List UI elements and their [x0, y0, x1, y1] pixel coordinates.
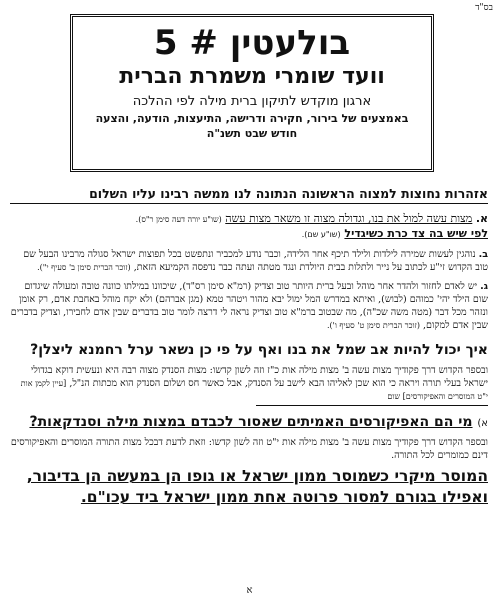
question-1: איך יכול להיות אב שמל את בנו ואף על פי כן נשאר ערל רחמנא ליצלן?: [30, 342, 488, 358]
paragraph-a-text: מצות עשה למול את בנו, וגדולה מצוה זו משאר מצות עשה: [225, 212, 473, 225]
paragraph-a-line2-text: לפי שיש בה צד כרת כשיגדיל: [344, 227, 488, 240]
main-content: [10, 185, 488, 508]
paragraph-d-source: [עיין לקמן אות י"ט המוסרים והאפיקורסים] שום: [20, 379, 488, 401]
paragraph-c-marker: ג.: [480, 281, 488, 292]
paragraph-b-source: (זוכר הברית סימן ב' סעיף י").: [37, 263, 131, 272]
organization-mission: ארגון מוקדש לתיקון ברית מילה לפי ההלכה: [132, 94, 372, 109]
paragraph-a-line2: [10, 227, 488, 242]
paragraph-b: [10, 248, 488, 274]
paragraph-c-source: (זוכר הברית סימן ט' סעיף ו').: [326, 321, 420, 330]
paragraph-b-text: נוהגין לעשות שמירה לילדות ולילד תיכף אחר הלידה, וכבר נודע למכביר ונתפשט בכל תפוצות ישראל סגולה מרבינו הבעל שם טוב הקדוש זי"ע לכתוב על נייר ולתלות בבית היולדת ונגד מטתה ועתה כבר נדפסה הקמיעא הזאת,: [23, 249, 488, 273]
bulletin-number-title: בולעטין # 5: [153, 23, 351, 63]
section-heading: אזהרות נחוצות למצוה הראשונה הנתונה לנו ממשה רבינו עליו השלום: [10, 185, 488, 204]
paragraph-a: [10, 212, 488, 227]
question-2-text: מי הם האפיקורסים האמיתים שאסור לכבדם במצות מילה וסנדקאות?: [29, 414, 473, 430]
question-2: [10, 412, 488, 434]
question-2-marker: א): [477, 418, 488, 429]
organization-methods: באמצעים של בירור, חקירה ודרישה, התיעצות, הודעה, והצעה: [95, 112, 409, 125]
paragraph-a-line2-source: (שו"ע שם).: [301, 230, 341, 239]
final-statement: המוסר מיקרי כשמוסר ממון ישראל או גופו הן במעשה הן בדיבור, ואפילו בגורם למסור פרוטה אחת ממון ישראל ביד עכו"ם.: [26, 467, 488, 506]
paragraph-b-marker: ב.: [478, 249, 488, 260]
paragraph-c-text: יש לאדם לחזור ולהדר אחר מוהל ובעל ברית היותר טוב וצדיק (רמ"א סימן רס"ד), שיכוונו במילתו כוונה טובה ומעולה שיגדום שום הילד יהי' כמוהם (לבוש), ואיתא במדרש המל ימול יבא מהור ויטהר טמא (מגן אברהם) ולא יקח מוהל באחבת אדם, רק אומן ונזהר מכל דבר (מטה משה שכ"ה), מה שבטוב ברמ"א טוב וצדיק נראה לי דרצה לומר טוב בדברים שבין אדם לחבירו, וצדיק בדברים שבין אדם למקום,: [10, 281, 488, 331]
page-number: א: [246, 585, 253, 596]
issue-date: חודש שבט תשנ"ה: [206, 127, 298, 140]
paragraph-a-marker: א.: [475, 212, 488, 225]
organization-name: וועד שומרי משמרת הברית: [119, 64, 385, 89]
title-box: [70, 14, 434, 172]
corner-mark: בס"ד: [475, 3, 493, 13]
paragraph-d: [10, 364, 488, 403]
paragraph-e: ובספר הקדוש דרך פקודיך מצות עשה ב' מצות מילה אות י"ט וזה לשון קדשו: וזאת לדעת דבכל מצות התורה המוסרים והאפיקורסים דינם כמומרים לכל התורה.: [10, 437, 488, 461]
separator-rule: [256, 405, 488, 406]
paragraph-a-source: (שו"ע יורה דעה סימן ר"ס).: [135, 215, 222, 224]
paragraph-d-text: ובספר הקדוש דרך פקודיך מצות עשה ב' מצות מילה אות כ"ז וזה לשון קדשו: מצות הסנדק מצוה רבה היא ונעשית דוקא בגדולי ישראל בעלי תורה ויראה כי הוא שכן לאליהו הבא לישב על הסנדק, אבל כאשר חס ושלום הסנדק הוא מכתות הנ"ל,: [30, 365, 488, 389]
paragraph-c: [10, 280, 488, 332]
